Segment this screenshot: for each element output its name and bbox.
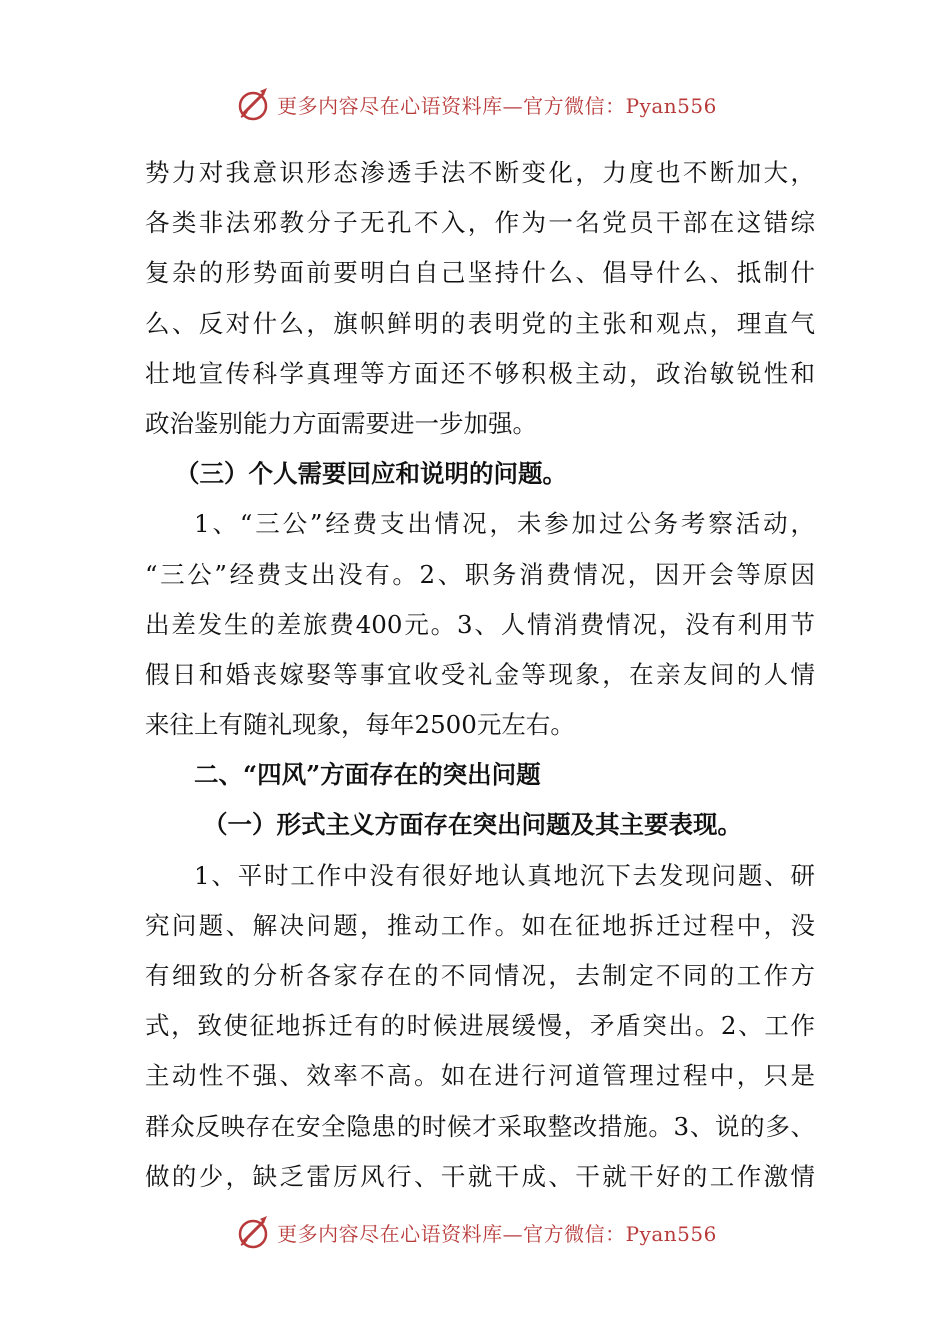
chapter-heading: 二、“四风”方面存在的突出问题 [194,760,541,790]
section-heading: （三）个人需要回应和说明的问题。 [175,459,567,489]
pen-seal-icon [233,84,273,124]
text-line: 假日和婚丧嫁娶等事宜收受礼金等现象，在亲友间的人情 [145,659,815,689]
pen-seal-icon [233,1212,273,1252]
text-line: 群众反映存在安全隐患的时候才采取整改措施。3、说的多、 [145,1111,815,1141]
footer-banner [0,1212,950,1252]
text-line: 1、“三公”经费支出情况，未参加过公务考察活动， [194,509,815,539]
text-line: 政治鉴别能力方面需要进一步加强。 [145,408,537,438]
text-line: 式，致使征地拆迁有的时候进展缓慢，矛盾突出。2、工作 [145,1011,815,1041]
header-banner [0,84,950,124]
text-line: 复杂的形势面前要明白自己坚持什么、倡导什么、抵制什 [145,258,815,288]
text-line: 主动性不强、效率不高。如在进行河道管理过程中，只是 [145,1061,815,1091]
text-line: 么、反对什么，旗帜鲜明的表明党的主张和观点，理直气 [145,308,815,338]
text-line: 出差发生的差旅费400元。3、人情消费情况，没有利用节 [145,609,815,639]
document-body [145,148,815,1202]
text-line: 各类非法邪教分子无孔不入，作为一名党员干部在这错综 [145,208,815,238]
banner-text: 更多内容尽在心语资料库—官方微信：Pyan556 [277,1221,717,1246]
text-line: 有细致的分析各家存在的不同情况，去制定不同的工作方 [145,961,815,990]
text-line: 势力对我意识形态渗透手法不断变化，力度也不断加大， [145,158,815,187]
text-line: 究问题、解决问题，推动工作。如在征地拆迁过程中，没 [145,910,815,940]
text-line: “三公”经费支出没有。2、职务消费情况，因开会等原因 [145,559,815,589]
text-line: 壮地宣传科学真理等方面还不够积极主动，政治敏锐性和 [145,358,815,388]
text-line: 1、平时工作中没有很好地认真地沉下去发现问题、研 [194,860,815,890]
banner-text: 更多内容尽在心语资料库—官方微信：Pyan556 [277,93,717,118]
text-line: 来往上有随礼现象，每年2500元左右。 [145,710,575,740]
section-heading: （一）形式主义方面存在突出问题及其主要表现。 [203,810,742,840]
text-line: 做的少，缺乏雷厉风行、干就干成、干就干好的工作激情 [145,1161,815,1191]
